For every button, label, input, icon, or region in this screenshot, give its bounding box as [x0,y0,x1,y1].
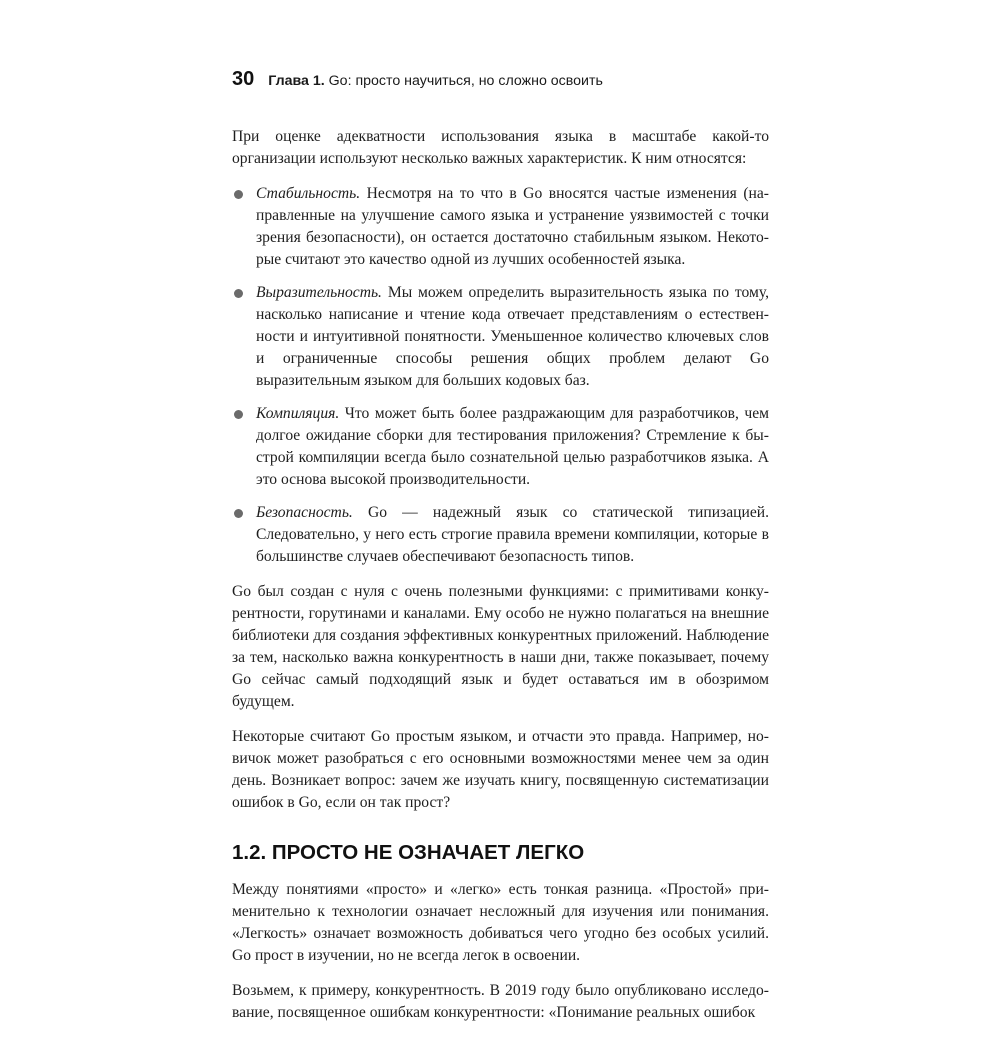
item-text: Что может быть более раздражающим для разработчиков, чем долгое ожидание сборки для тестирования приложения? Стремление к быстрой компиляции всегда было сознательной целью разработчиков языка. А это основа высокой производительности. [256,405,769,488]
chapter-title-text: Go: просто научиться, но сложно освоить [328,73,603,89]
item-text: Go — надежный язык со статической типизацией. Следовательно, у него есть строгие правила времени компиляции, которые в большинстве случаев обеспечивают безопасность типов. [256,504,769,565]
paragraph-go-concurrency: Go был создан с нуля с очень полезными функциями: с примитивами конкурентности, горутинами и каналами. Ему особо не нужно полагаться на внешние библиотеки для создания эффективных конкурентных приложений. Наблюдение за тем, насколько важна конкурентность в наши дни, также показывает, почему Go сейчас самый подходящий язык и будет оставаться им в обозримом будущем. [232,583,769,710]
term-label: Стабильность. [256,185,361,202]
paragraph-concurrency-study: Возьмем, к примеру, конкурентность. В 2019 году было опубликовано исследование, посвященное ошибкам конкурентности: «Понимание реальных ошибок [232,982,769,1021]
characteristics-list [232,183,769,568]
bullet-dot-icon [234,289,243,298]
running-head [232,68,772,91]
term-label: Компиляция. [256,405,340,422]
bullet-dot-icon [234,410,243,419]
term-label: Безопасность. [256,504,353,521]
chapter-label: Глава 1. [268,73,325,89]
list-item-compilation [232,403,769,491]
list-item-safety [232,502,769,568]
list-item-stability [232,183,769,271]
bullet-dot-icon [234,509,243,518]
section-heading: 1.2. ПРОСТО НЕ ОЗНАЧАЕТ ЛЕГКО [232,841,585,864]
intro-paragraph: При оценке адекватности использования языка в масштабе какой-то организации используют несколько важных характеристик. К ним относятся: [232,128,769,167]
term-label: Выразительность. [256,284,382,301]
paragraph-go-simple: Некоторые считают Go простым языком, и отчасти это правда. Например, новичок может разобраться с его основными возможностями менее чем за один день. Возникает вопрос: зачем же изучать книгу, посвященную систематизации ошибок в Go, если он так прост? [232,728,769,811]
item-text: Несмотря на то что в Go вносятся частые изменения (направленные на улучшение самого языка и устранение уязвимостей с точки зрения безопасности), он остается достаточно стабильным языком. Некоторые считают это качество одной из лучших особенностей языка. [256,185,769,268]
chapter-title [268,73,603,89]
page-number: 30 [232,68,255,90]
paragraph-simple-vs-easy: Между понятиями «просто» и «легко» есть тонкая разница. «Простой» применительно к технологии означает несложный для изучения или понимания. «Легкость» означает возможность добиваться чего угодно без особых усилий. Go прост в изучении, но не всегда легок в освоении. [232,881,769,964]
list-item-expressiveness [232,282,769,392]
page-body [232,126,769,1037]
bullet-dot-icon [234,190,243,199]
item-text: Мы можем определить выразительность языка по тому, насколько написание и чтение кода отвечает представлениям о естественности и интуитивной понятности. Уменьшенное количество ключевых слов и ограниченные способы решения общих проблем делают Go выразительным языком для больших кодовых баз. [256,284,769,389]
